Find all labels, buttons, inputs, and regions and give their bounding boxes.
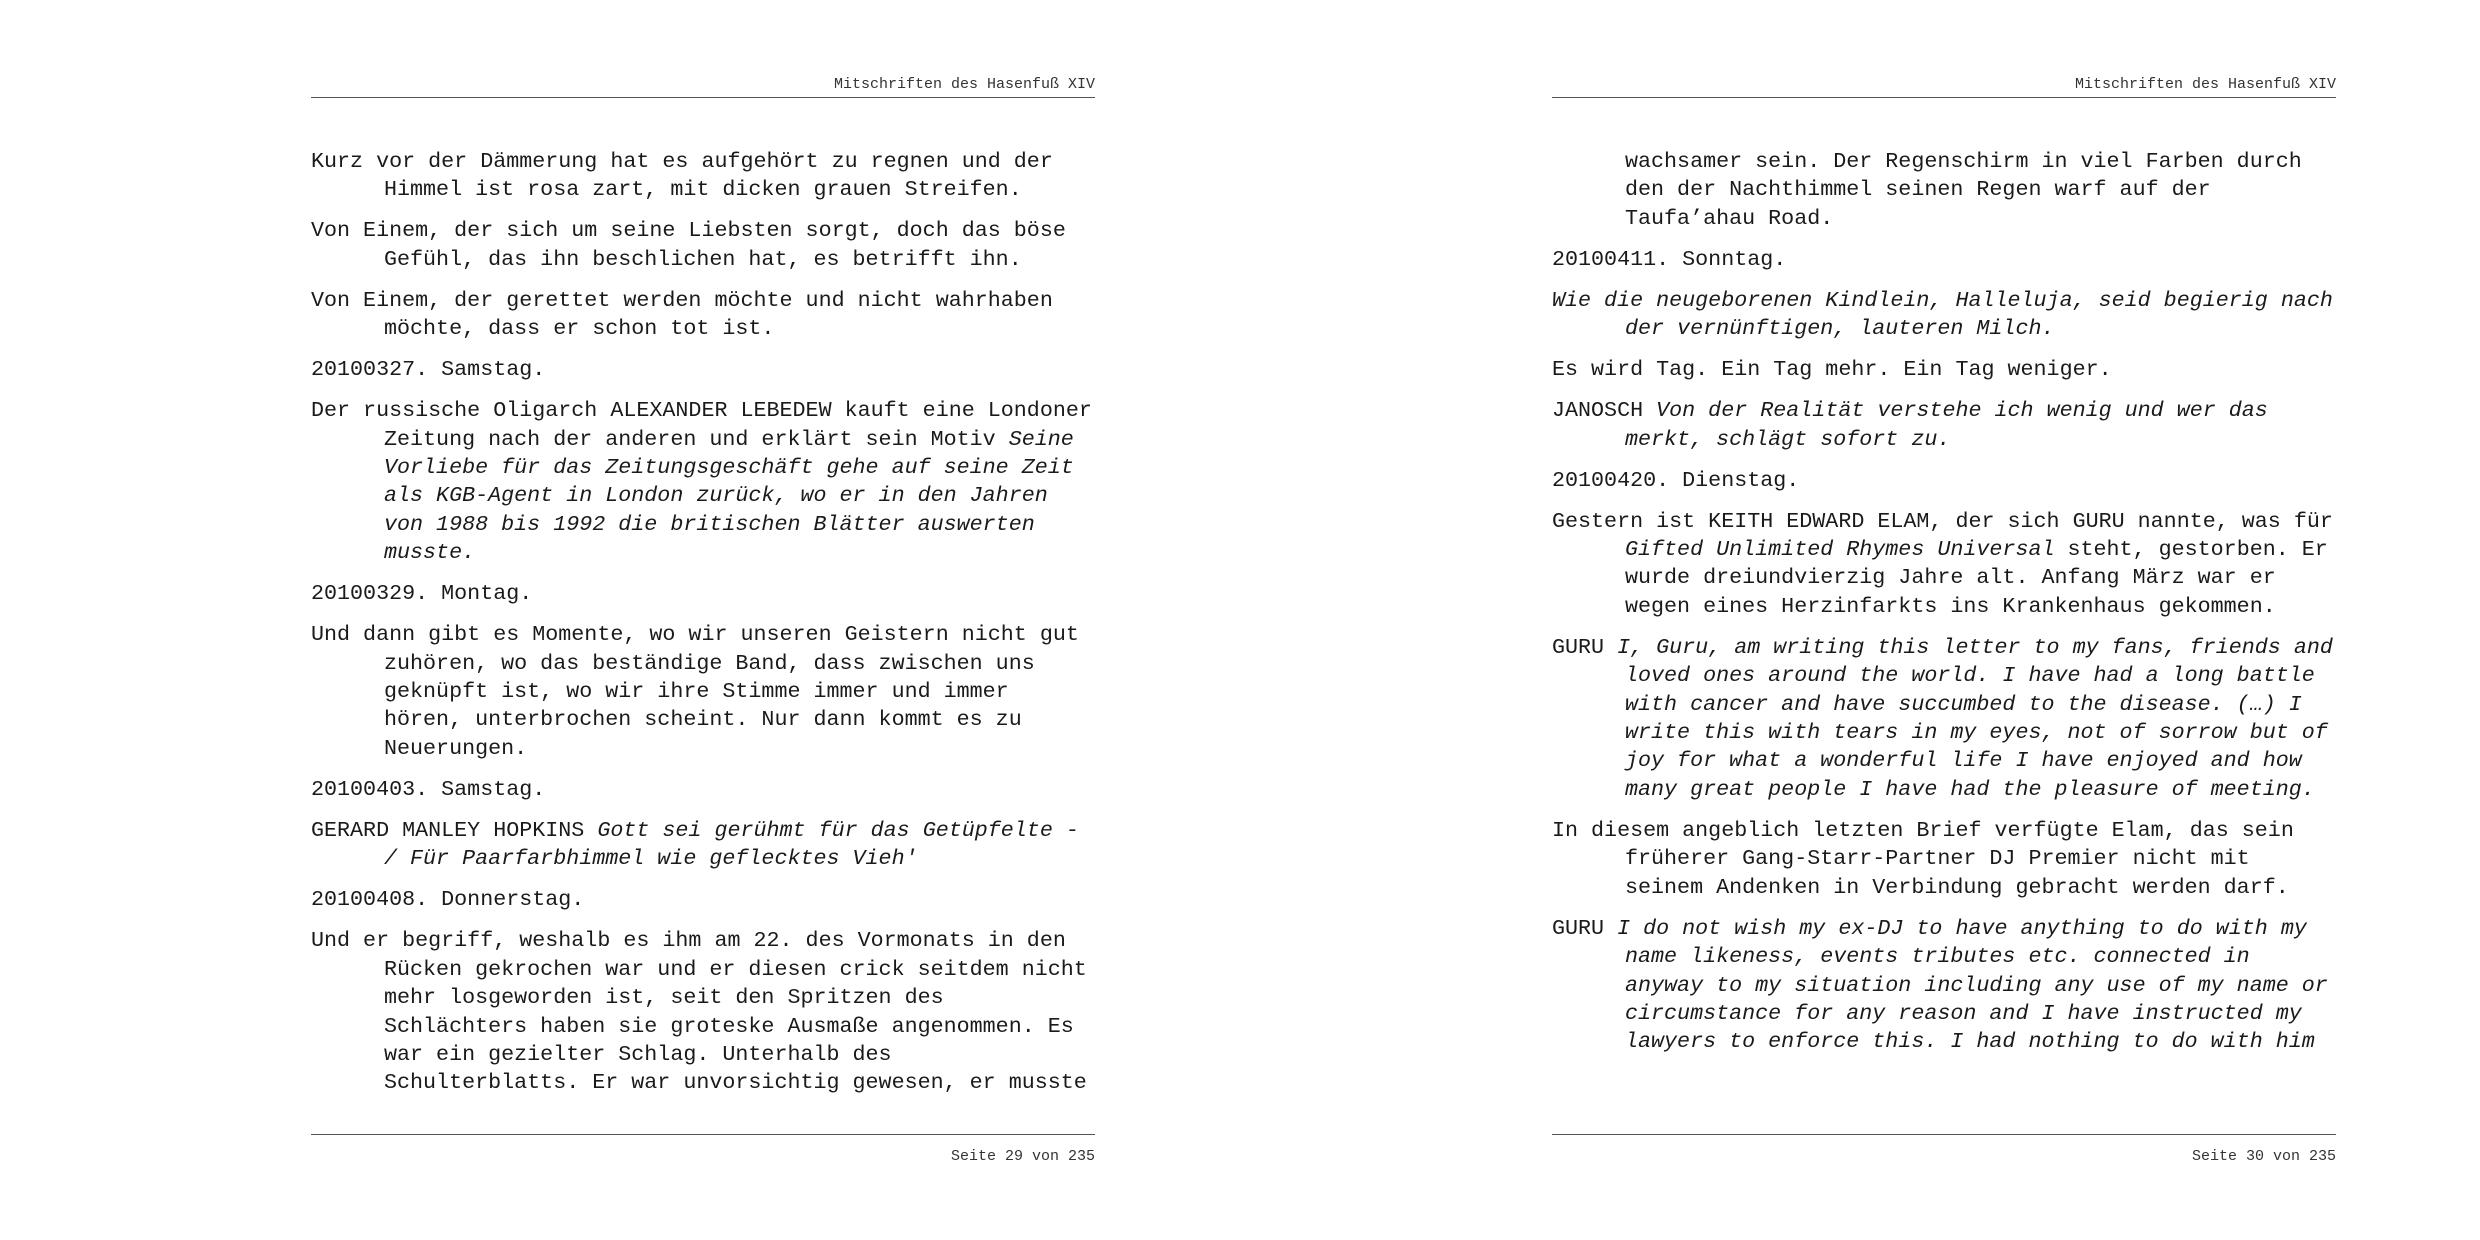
quote-paragraph <box>1552 634 2336 804</box>
quote-text: I do not wish my ex-DJ to have anything to do with my name likeness, events tributes etc. connected in anyway to my situation including any use of my name or circumstance for any reason and I have instructed my lawyers to enforce this. I had nothing to do with him <box>1617 915 2328 1055</box>
footer-rule <box>1552 1134 2336 1135</box>
quote-text: Gott sei gerühmt für das Getüpfelte - / Für Paarfarbhimmel wie geflecktes Vieh' <box>384 817 1079 872</box>
date-entry: 20100408. Donnerstag. <box>311 887 585 913</box>
header-rule <box>311 97 1095 98</box>
quote-paragraph <box>1552 915 2336 1057</box>
paragraph: Und dann gibt es Momente, wo wir unseren Geistern nicht gut zuhören, wo das beständige Band, dass zwischen uns geknüpft ist, wo wir ihre Stimme immer und immer hören, unterbrochen scheint. Nur dann kommt es zu Neuerungen. <box>311 622 1079 761</box>
paragraph: Von Einem, der gerettet werden möchte und nicht wahrhaben möchte, dass er schon tot ist. <box>311 287 1053 342</box>
left-page <box>311 0 1095 1240</box>
speaker-name: GERARD MANLEY HOPKINS <box>311 817 585 843</box>
quote-paragraph <box>311 817 1095 874</box>
quote-text: Seine Vorliebe für das Zeitungsgeschäft gehe auf seine Zeit als KGB-Agent in London zurück, wo er in den Jahren von 1988 bis 1992 die britischen Blätter auswerten musste. <box>384 426 1074 566</box>
paragraph-text: Der russische Oligarch ALEXANDER LEBEDEW kauft eine Londoner Zeitung nach der anderen und erklärt sein Motiv <box>311 398 1092 452</box>
paragraph: Von Einem, der sich um seine Liebsten sorgt, doch das böse Gefühl, das ihn beschlichen hat, es betrifft ihn. <box>311 218 1066 272</box>
running-header: Mitschriften des Hasenfuß XIV <box>833 76 1095 93</box>
paragraph-text: Gestern ist KEITH EDWARD ELAM, der sich GURU nannte, was für <box>1552 508 2333 534</box>
right-page <box>1552 0 2336 1240</box>
paragraph: In diesem angeblich letzten Brief verfügte Elam, das sein früherer Gang-Starr-Partner DJ Premier nicht mit seinem Andenken in Verbindung gebracht werden darf. <box>1552 817 2294 900</box>
paragraph: Und er begriff, weshalb es ihm am 22. des Vormonats in den Rücken gekrochen war und er diesen crick seitdem nicht mehr losgeworden ist, seit den Spritzen des Schlächters haben sie groteske Ausmaße angenommen. Es war ein gezielter Schlag. Unterhalb des Schulterblatts. Er war unvorsichtig gewesen, er musste <box>311 928 1087 1096</box>
speaker-name: GURU <box>1552 915 1605 941</box>
paragraph: Kurz vor der Dämmerung hat es aufgehört zu regnen und der Himmel ist rosa zart, mit dicken grauen Streifen. <box>311 149 1053 203</box>
speaker-name: GURU <box>1552 634 1605 660</box>
left-page-body <box>311 148 1095 1096</box>
footer-rule <box>311 1134 1095 1135</box>
page-number: Seite 30 von 235 <box>2191 1148 2336 1165</box>
quote-text: Von der Realität verstehe ich wenig und wer das merkt, schlägt sofort zu. <box>1625 398 2268 452</box>
running-header: Mitschriften des Hasenfuß XIV <box>2074 76 2336 93</box>
quote-text: Gifted Unlimited Rhymes Universal <box>1625 537 2055 563</box>
header-rule <box>1552 97 2336 98</box>
date-entry: 20100327. Samstag. <box>311 357 546 383</box>
quote-paragraph <box>1552 397 2336 454</box>
date-entry: 20100403. Samstag. <box>311 776 546 802</box>
speaker-name: JANOSCH <box>1552 398 1644 424</box>
continued-paragraph: wachsamer sein. Der Regenschirm in viel Farben durch den der Nachthimmel seinen Regen warf auf der Taufa’ahau Road. <box>1625 149 2302 231</box>
quote-paragraph: Wie die neugeborenen Kindlein, Halleluja, seid begierig nach der vernünftigen, lauteren Milch. <box>1552 287 2333 342</box>
paragraph-text: steht, gestorben. Er wurde dreiundvierzig Jahre alt. Anfang März war er wegen eines Herzinfarkts ins Krankenhaus gekommen. <box>1625 537 2328 619</box>
page-number: Seite 29 von 235 <box>950 1148 1095 1165</box>
date-entry: 20100420. Dienstag. <box>1552 467 1800 493</box>
paragraph <box>311 397 1095 567</box>
quote-text: I, Guru, am writing this letter to my fans, friends and loved ones around the world. I have had a long battle with cancer and have succumbed to the disease. (…) I write this with tears in my eyes, not of sorrow but of joy for what a wonderful life I have enjoyed and how many great people I have had the pleasure of meeting. <box>1617 634 2333 802</box>
right-page-body <box>1552 148 2336 1096</box>
paragraph: Es wird Tag. Ein Tag mehr. Ein Tag weniger. <box>1552 357 2112 383</box>
date-entry: 20100411. Sonntag. <box>1552 246 1787 272</box>
paragraph <box>1552 508 2336 622</box>
date-entry: 20100329. Montag. <box>311 581 533 607</box>
